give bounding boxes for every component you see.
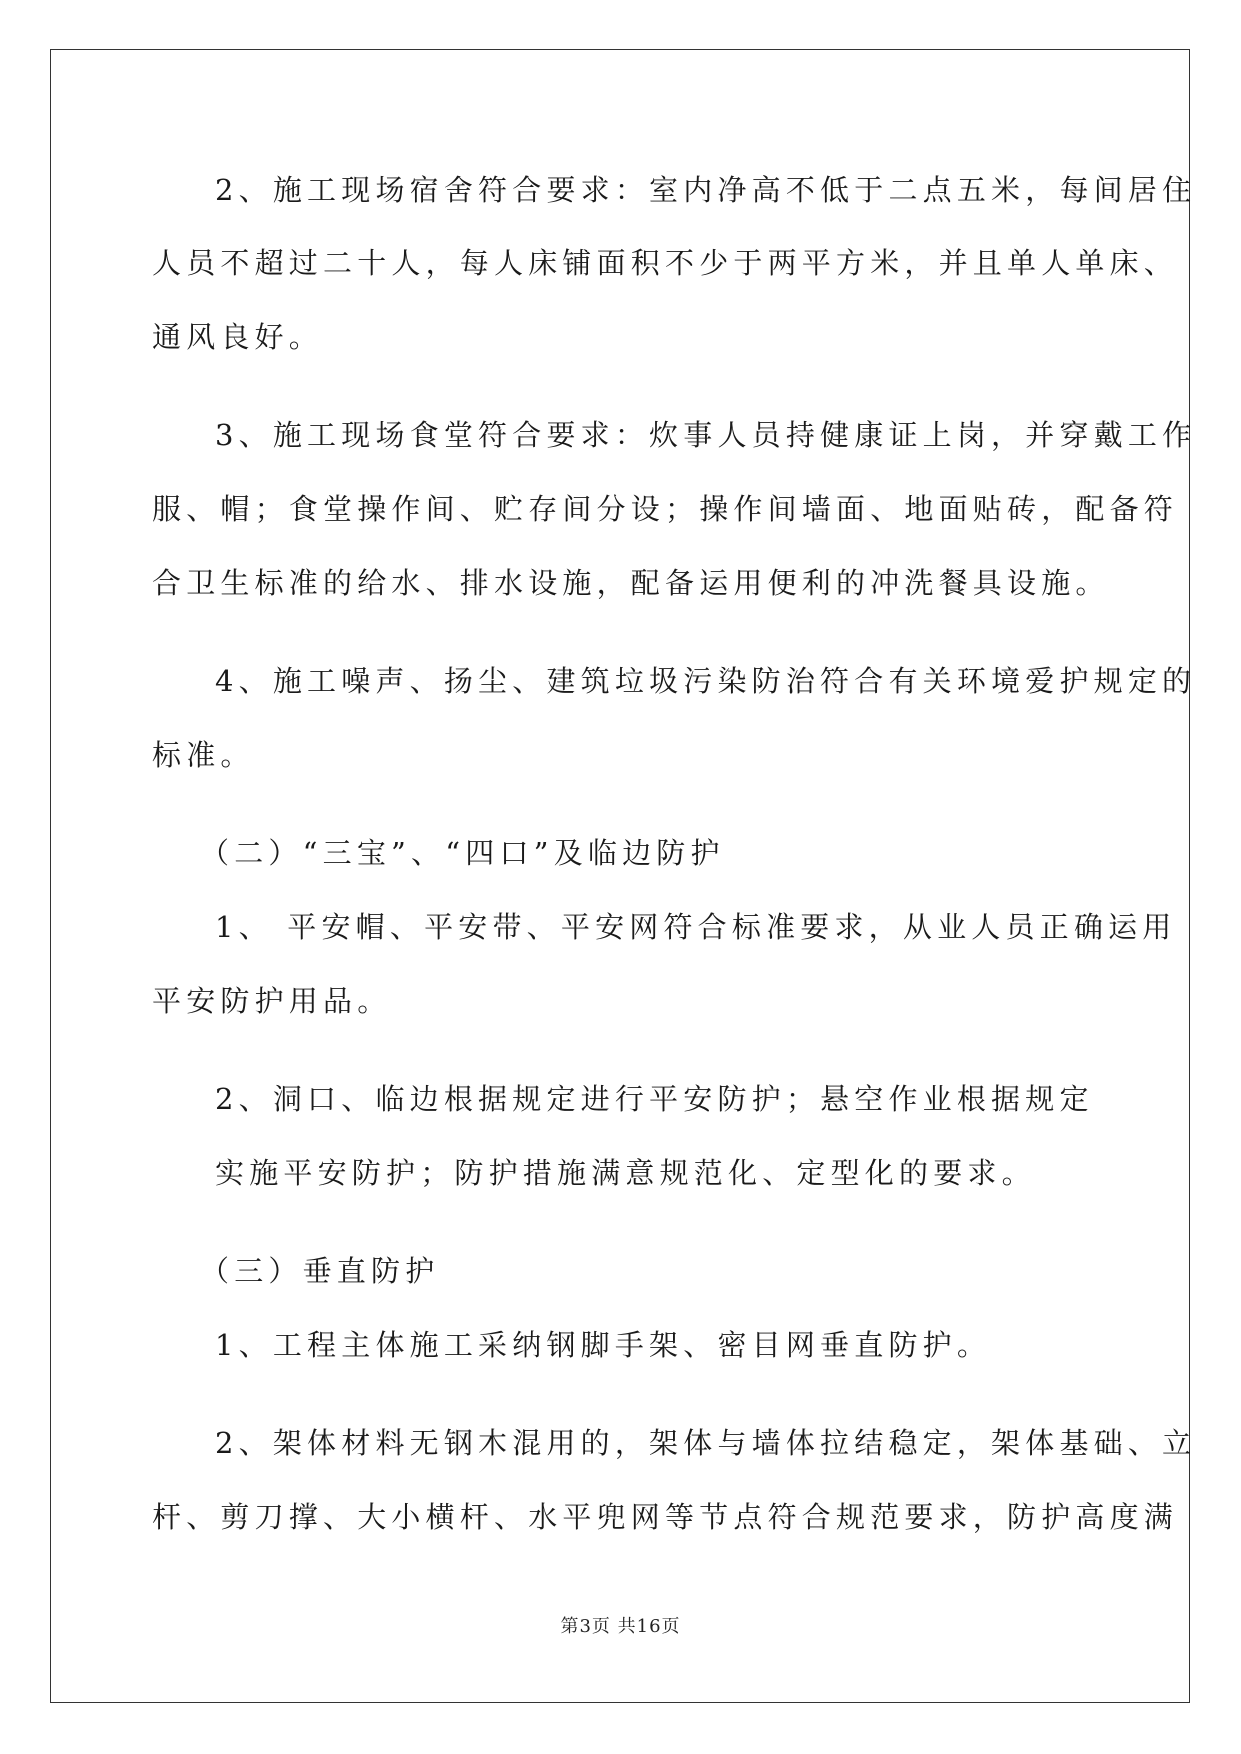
text-line: 服、帽；食堂操作间、贮存间分设；操作间墙面、地面贴砖，配备符 xyxy=(152,492,1179,526)
text-line: 2、施工现场宿舍符合要求：室内净高不低于二点五米，每间居住 xyxy=(215,173,1197,207)
text-line: 实施平安防护；防护措施满意规范化、定型化的要求。 xyxy=(215,1156,1036,1190)
text-line: 1、 平安帽、平安带、平安网符合标准要求，从业人员正确运用 xyxy=(215,910,1177,944)
text-line: 杆、剪刀撑、大小横杆、水平兜网等节点符合规范要求，防护高度满 xyxy=(152,1500,1179,1534)
text-line: 2、洞口、临边根据规定进行平安防护；悬空作业根据规定 xyxy=(215,1082,1094,1116)
text-line: 标准。 xyxy=(152,738,255,772)
text-line: 合卫生标准的给水、排水设施，配备运用便利的冲洗餐具设施。 xyxy=(152,566,1110,600)
text-line: 2、架体材料无钢木混用的，架体与墙体拉结稳定，架体基础、立 xyxy=(215,1426,1197,1460)
page-footer: 第3页 共16页 xyxy=(560,1616,681,1637)
text-line: 4、施工噪声、扬尘、建筑垃圾污染防治符合有关环境爱护规定的 xyxy=(215,664,1197,698)
text-line: 通风良好。 xyxy=(152,320,324,354)
text-line: 1、工程主体施工采纳钢脚手架、密目网垂直防护。 xyxy=(215,1328,992,1362)
text-line: 平安防护用品。 xyxy=(152,984,392,1018)
text-line: 人员不超过二十人，每人床铺面积不少于两平方米，并且单人单床、 xyxy=(152,246,1179,280)
text-line: 3、施工现场食堂符合要求：炊事人员持健康证上岗，并穿戴工作 xyxy=(215,418,1197,452)
section-heading: （三）垂直防护 xyxy=(200,1254,440,1288)
section-heading: （二）“三宝”、“四口”及临边防护 xyxy=(200,836,725,870)
